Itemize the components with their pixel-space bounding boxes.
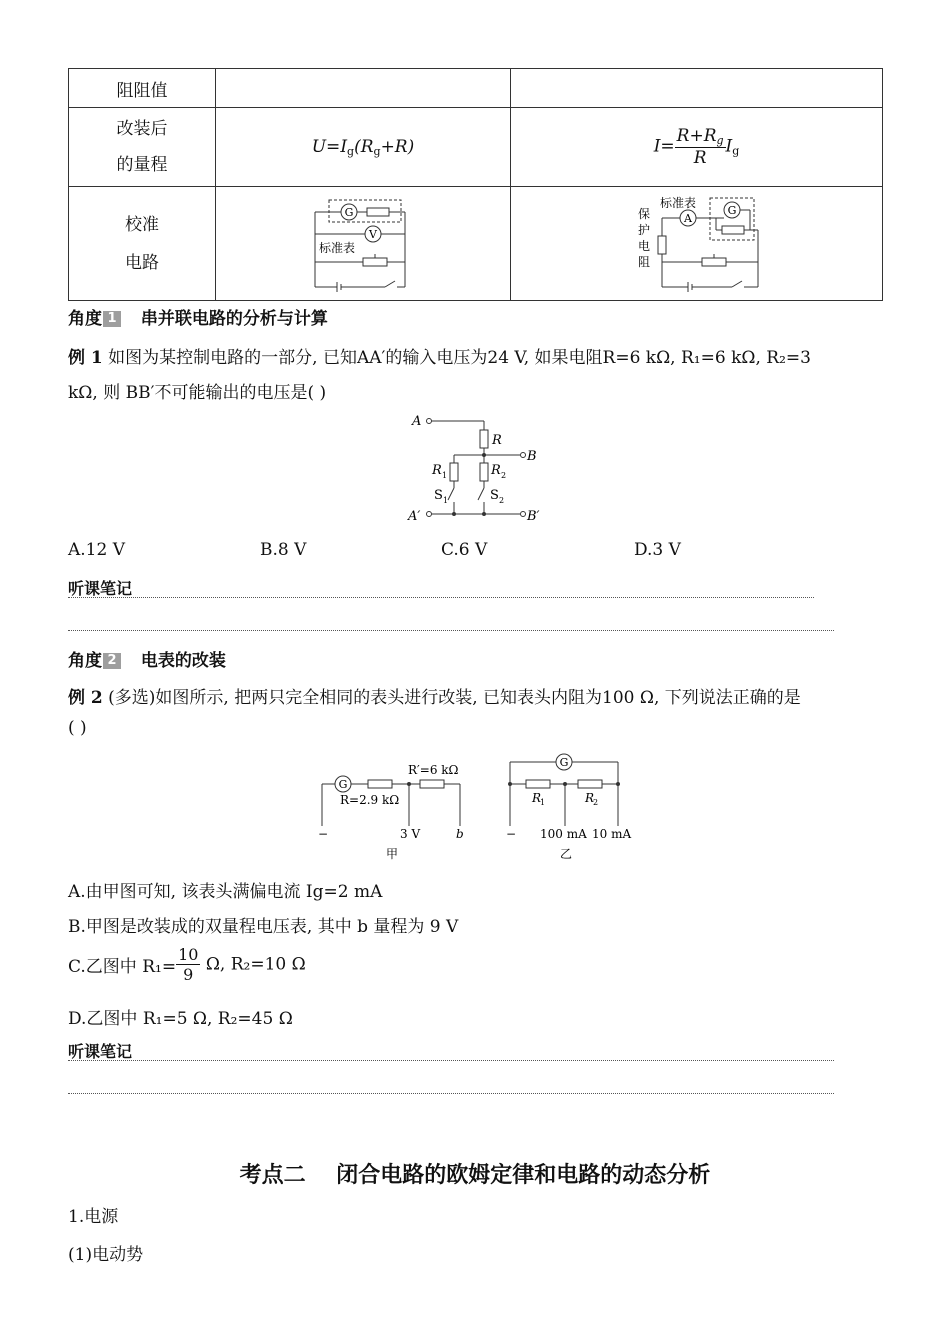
formula-part: I= (653, 136, 675, 157)
example-label: 例 1 (68, 348, 103, 368)
resistor-r1-icon (526, 780, 550, 788)
terminal-label: B′ (527, 509, 540, 524)
meter-label: G (338, 778, 348, 791)
formula-part: I (725, 136, 733, 157)
fraction-denominator: 9 (183, 965, 194, 984)
example-1-line1 (68, 343, 811, 368)
resistor-r2-icon (578, 780, 602, 788)
row-header-line: 改装后 (116, 119, 168, 139)
option-d: D.3 V (634, 540, 681, 560)
fraction-denominator: R (693, 148, 707, 168)
terminal-label: A′ (408, 509, 421, 524)
ammeter-calibration-circuit (632, 196, 762, 292)
resistor-sub: 2 (593, 798, 599, 807)
resistor-r1-icon (450, 463, 458, 481)
fraction-numerator: 10 (178, 945, 199, 964)
formula-part: I (340, 136, 348, 157)
resistor-icon (420, 780, 444, 788)
option-c (68, 945, 306, 984)
example-1-circuit (402, 408, 552, 528)
table-cell (216, 69, 511, 108)
standard-meter-label: 标准表 (319, 240, 356, 255)
example-1-line2: kΩ, 则 BB′不可能输出的电压是( ) (68, 383, 327, 403)
option-a: A.由甲图可知, 该表头满偏电流 Ig=2 mA (68, 882, 383, 902)
resistor-sub: 1 (442, 471, 448, 480)
terminal-label: B (527, 449, 537, 464)
resistor-label: R=2.9 kΩ (340, 793, 400, 807)
angle-prefix: 角度 (68, 651, 102, 671)
meter-label: G (727, 203, 736, 217)
formula-part: R+R (676, 126, 717, 146)
angle-number-badge: 1 (103, 311, 121, 327)
resistor-label: R (492, 433, 502, 448)
angle-2-heading (68, 646, 226, 671)
angle-title: 电表的改装 (140, 651, 226, 671)
protect-label: 保 (637, 206, 650, 221)
meter-label: G (344, 205, 354, 219)
resistor-label: R (585, 791, 595, 805)
notes-line (68, 1060, 834, 1061)
switch-sub: 2 (499, 496, 505, 505)
example-text: 如图为某控制电路的一部分, 已知AA′的输入电压为24 V, 如果电阻R=6 kΩ, R₁=6 kΩ, R₂=3 (108, 348, 811, 368)
row-header: 阻阻值 (69, 69, 216, 108)
option-text: Ω, R₂=10 Ω (200, 954, 306, 975)
diagram-caption: 乙 (560, 847, 573, 861)
fraction-numerator (675, 126, 726, 148)
terminal-label: 3 V (400, 827, 421, 841)
resistor-sub: 1 (540, 798, 546, 807)
row-header-line: 电路 (125, 252, 159, 273)
notes-line (68, 597, 814, 598)
terminal-label: A (412, 414, 422, 429)
meter-label: A (683, 211, 692, 225)
notes-line (68, 1093, 834, 1094)
notes-line (68, 630, 834, 631)
angle-1-heading (68, 304, 328, 329)
example-label: 例 2 (68, 688, 103, 708)
formula-part: U= (311, 136, 341, 157)
circuit-jia (312, 760, 482, 864)
ammeter-range-formula (511, 108, 883, 187)
notes-label: 听课笔记 (68, 579, 133, 598)
resistor-icon (722, 226, 744, 234)
item-heading: 1.电源 (68, 1207, 119, 1227)
option-b: B.甲图是改装成的双量程电压表, 其中 b 量程为 9 V (68, 917, 459, 937)
resistor-label: R (432, 463, 442, 478)
protect-label: 电 (637, 238, 650, 253)
section-title: 考点二 闭合电路的欧姆定律和电路的动态分析 (239, 1163, 711, 1188)
formula-part: (R (354, 136, 374, 157)
voltmeter-range-formula (216, 108, 511, 187)
resistor-sub: 2 (501, 471, 507, 480)
subitem-heading: (1)电动势 (68, 1245, 144, 1265)
terminal-label: b (456, 827, 464, 841)
rheostat-icon (363, 258, 387, 266)
terminal-label: 10 mA (592, 827, 632, 841)
formula-part: +R) (380, 136, 415, 157)
protect-label: 护 (637, 222, 650, 237)
meter-label: V (369, 227, 377, 241)
resistor-icon (367, 208, 389, 216)
voltmeter-calibration-circuit (313, 196, 413, 292)
rheostat-icon (702, 258, 726, 266)
option-d: D.乙图中 R₁=5 Ω, R₂=45 Ω (68, 1009, 293, 1029)
resistor-icon (368, 780, 392, 788)
resistor-r-icon (480, 430, 488, 448)
voltmeter-calibration-cell (216, 187, 511, 301)
formula-sub: g (373, 144, 381, 158)
row-header (69, 108, 216, 187)
switch-label: S (490, 488, 499, 503)
meter-conversion-table (68, 68, 883, 301)
option-b: B.8 V (260, 540, 307, 560)
angle-title: 串并联电路的分析与计算 (140, 309, 328, 329)
row-header-line: 的量程 (116, 155, 168, 175)
ammeter-calibration-cell (511, 187, 883, 301)
formula-sub: g (732, 144, 740, 158)
protective-resistor-icon (658, 236, 666, 254)
protect-label: 阻 (637, 254, 650, 269)
table-cell (511, 69, 883, 108)
option-a: A.12 V (68, 540, 125, 560)
resistor-r2-icon (480, 463, 488, 481)
switch-label: S (434, 488, 443, 503)
standard-meter-label: 标准表 (659, 195, 696, 210)
resistor-label: R (532, 791, 542, 805)
resistor-label: R (491, 463, 501, 478)
table-row (69, 187, 883, 301)
resistor-label: R′=6 kΩ (408, 763, 459, 777)
table-row (69, 108, 883, 187)
row-header-line: 校准 (125, 214, 159, 235)
switch-sub: 1 (443, 496, 449, 505)
meter-label: G (559, 756, 569, 769)
row-header (69, 187, 216, 301)
angle-prefix: 角度 (68, 309, 102, 329)
example-2-line2: ( ) (68, 718, 87, 738)
terminal-label: 100 mA (540, 827, 587, 841)
option-c: C.6 V (441, 540, 488, 560)
formula-fraction (675, 126, 726, 168)
fraction (176, 945, 200, 984)
terminal-label: − (318, 827, 329, 841)
angle-number-badge: 2 (103, 653, 121, 669)
formula-sub: g (347, 144, 355, 158)
dashed-box (329, 200, 401, 222)
notes-label: 听课笔记 (68, 1042, 133, 1061)
example-2-line1 (68, 683, 801, 708)
option-text: C.乙图中 R₁= (68, 957, 177, 977)
table-row (69, 69, 883, 108)
diagram-caption: 甲 (386, 847, 399, 861)
example-text: (多选)如图所示, 把两只完全相同的表头进行改装, 已知表头内阻为100 Ω, 下列说法正确的是 (108, 688, 801, 708)
circuit-yi (500, 750, 650, 864)
formula-sub: g (716, 134, 724, 147)
terminal-label: − (506, 827, 517, 841)
